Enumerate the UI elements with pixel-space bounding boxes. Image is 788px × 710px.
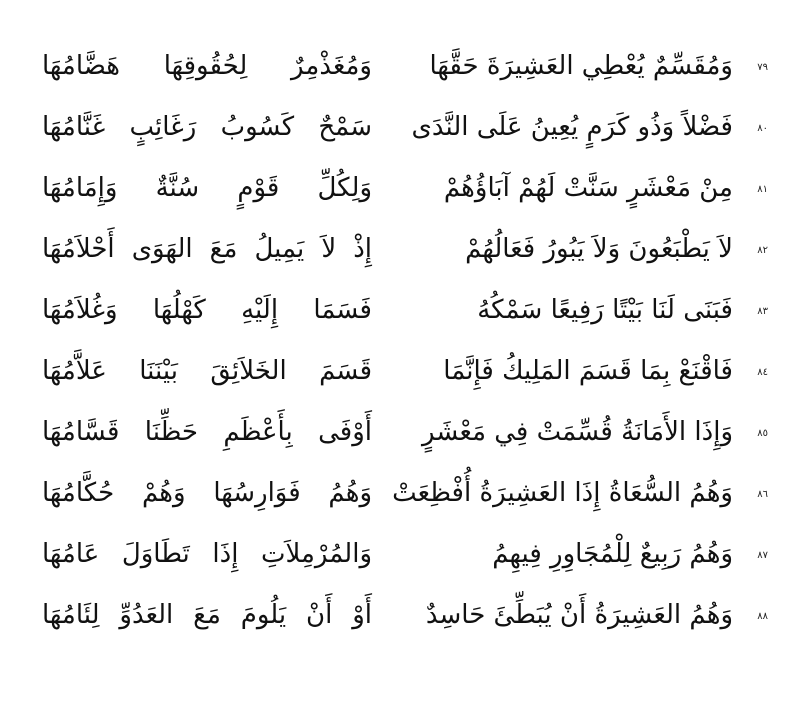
verse-first-hemistich: وَهُمُ العَشِيرَةُ أَنْ يُبَطِّئَ حَاسِدٌ	[425, 600, 733, 630]
verse-row	[0, 347, 788, 408]
verse-number: ٨٤	[757, 367, 768, 378]
verse-row	[0, 42, 788, 103]
verse-number: ٨٧	[757, 550, 768, 561]
verse-row	[0, 225, 788, 286]
verse-row	[0, 530, 788, 591]
verse-row	[0, 164, 788, 225]
verse-row	[0, 591, 788, 652]
verse-second-hemistich: وَهُمُ فَوَارِسُهَا وَهُمْ حُكَّامُهَا	[42, 478, 372, 508]
verse-second-hemistich: وَالمُرْمِلاَتِ إِذَا تَطَاوَلَ عَامُهَا	[42, 539, 372, 569]
verse-number: ٨٣	[757, 306, 768, 317]
verse-number: ٨٥	[757, 428, 768, 439]
verse-first-hemistich: وَإِذَا الأَمَانَةُ قُسِّمَتْ فِي مَعْشَرٍ	[421, 417, 733, 447]
verse-row	[0, 408, 788, 469]
verse-first-hemistich: مِنْ مَعْشَرٍ سَنَّتْ لَهُمْ آبَاؤُهُمْ	[443, 173, 733, 203]
verse-number: ٨٠	[757, 123, 768, 134]
verse-second-hemistich: أَوْفَى بِأَعْظَمِ حَظِّنَا قَسَّامُهَا	[42, 417, 372, 447]
verse-first-hemistich: فَبَنَى لَنَا بَيْتًا رَفِيعًا سَمْكُهُ	[477, 295, 733, 325]
verse-row	[0, 469, 788, 530]
verse-second-hemistich: فَسَمَا إِلَيْهِ كَهْلُهَا وَغُلاَمُهَا	[42, 295, 372, 325]
verse-first-hemistich: وَمُقَسِّمٌ يُعْطِي العَشِيرَةَ حَقَّهَا	[429, 51, 733, 81]
verse-second-hemistich: أَوْ أَنْ يَلُومَ مَعَ العَدُوِّ لِئَامُهَا	[42, 600, 372, 630]
verse-number: ٧٩	[757, 62, 768, 73]
verse-first-hemistich: وَهُمُ رَبِيعٌ لِلْمُجَاوِرِ فِيهِمُ	[492, 539, 733, 569]
verse-second-hemistich: إِذْ لاَ يَمِيلُ مَعَ الهَوَى أَحْلاَمُهَا	[42, 234, 372, 264]
verse-first-hemistich: فَضْلاً وَذُو كَرَمٍ يُعِينُ عَلَى النَّدَى	[411, 112, 733, 142]
verse-row	[0, 103, 788, 164]
verse-second-hemistich: سَمْحٌ كَسُوبُ رَغَائِبٍ غَنَّامُهَا	[42, 112, 372, 142]
verse-number: ٨٢	[757, 245, 768, 256]
verse-number: ٨٨	[757, 611, 768, 622]
verse-first-hemistich: لاَ يَطْبَعُونَ وَلاَ يَبُورُ فَعَالُهُمْ	[465, 234, 733, 264]
verse-row	[0, 286, 788, 347]
verse-second-hemistich: قَسَمَ الخَلاَئِقَ بَيْنَنَا عَلاَّمُهَا	[42, 356, 372, 386]
verse-second-hemistich: وَلِكُلِّ قَوْمٍ سُنَّةٌ وَإِمَامُهَا	[42, 173, 372, 203]
verse-number: ٨٦	[757, 489, 768, 500]
poem-verses	[0, 42, 788, 652]
verse-second-hemistich: وَمُغَذْمِرٌ لِحُقُوقِهَا هَضَّامُهَا	[42, 51, 372, 81]
verse-first-hemistich: وَهُمُ السُّعَاةُ إِذَا العَشِيرَةُ أُفْظِعَتْ	[392, 478, 733, 508]
verse-number: ٨١	[757, 184, 768, 195]
verse-first-hemistich: فَاقْنَعْ بِمَا قَسَمَ المَلِيكُ فَإِنَّمَا	[443, 356, 733, 386]
